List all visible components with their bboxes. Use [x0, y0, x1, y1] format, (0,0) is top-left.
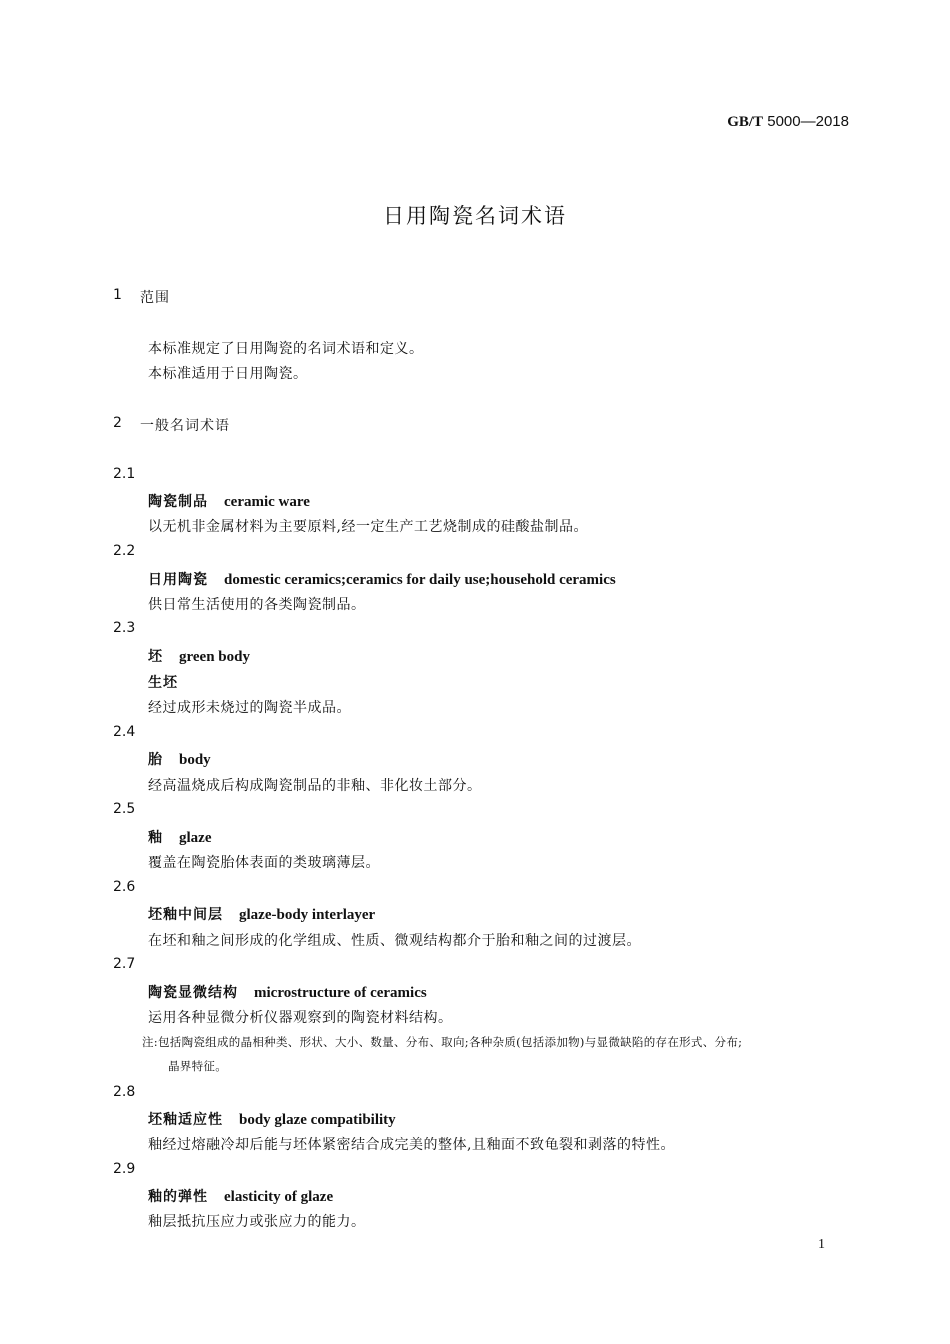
term-definition: 以无机非金属材料为主要原料,经一定生产工艺烧制成的硅酸盐制品。	[148, 519, 588, 535]
standard-number: 5000—2018	[767, 113, 849, 130]
term-heading	[148, 827, 211, 847]
term-definition: 运用各种显微分析仪器观察到的陶瓷材料结构。	[148, 1010, 453, 1026]
term-number: 2.8	[113, 1084, 136, 1100]
section-number: 1	[113, 287, 122, 303]
term-zh: 釉的弹性	[148, 1189, 208, 1205]
term-zh: 陶瓷显微结构	[148, 985, 238, 1001]
term-zh: 胎	[148, 752, 163, 768]
term-heading	[148, 646, 250, 666]
term-number: 2.6	[113, 879, 136, 895]
term-heading	[148, 1109, 396, 1129]
standard-code	[727, 113, 849, 131]
term-heading	[148, 1186, 333, 1206]
term-definition: 经过成形未烧过的陶瓷半成品。	[148, 700, 351, 716]
term-zh: 坯釉适应性	[148, 1112, 223, 1128]
term-en: microstructure of ceramics	[254, 985, 427, 1001]
document-title: 日用陶瓷名词术语	[383, 204, 567, 228]
scope-paragraph: 本标准适用于日用陶瓷。	[148, 366, 308, 382]
term-heading	[148, 569, 616, 589]
term-definition: 供日常生活使用的各类陶瓷制品。	[148, 597, 366, 613]
term-definition: 釉经过熔融冷却后能与坯体紧密结合成完美的整体,且釉面不致龟裂和剥落的特性。	[148, 1137, 675, 1153]
term-number: 2.9	[113, 1161, 136, 1177]
term-definition: 在坯和釉之间形成的化学组成、性质、微观结构都介于胎和釉之间的过渡层。	[148, 933, 641, 949]
term-note: 注:包括陶瓷组成的晶相种类、形状、大小、数量、分布、取向;各种杂质(包括添加物)与显微缺陷的存在形式、分布;	[142, 1035, 743, 1049]
term-note-continued: 晶界特征。	[168, 1059, 227, 1073]
term-number: 2.7	[113, 956, 136, 972]
term-heading	[148, 904, 375, 924]
term-en: glaze-body interlayer	[239, 907, 376, 923]
term-zh: 陶瓷制品	[148, 494, 208, 510]
term-zh: 日用陶瓷	[148, 572, 208, 588]
scope-paragraph: 本标准规定了日用陶瓷的名词术语和定义。	[148, 341, 424, 357]
term-en: glaze	[179, 830, 212, 846]
term-en: body glaze compatibility	[239, 1112, 396, 1128]
term-zh: 坯	[148, 649, 163, 665]
term-synonym: 生坯	[148, 675, 178, 691]
term-number: 2.4	[113, 724, 136, 740]
term-definition: 覆盖在陶瓷胎体表面的类玻璃薄层。	[148, 855, 380, 871]
term-en: domestic ceramics;ceramics for daily use;household ceramics	[224, 572, 616, 588]
term-definition: 釉层抵抗压应力或张应力的能力。	[148, 1214, 366, 1230]
term-zh: 釉	[148, 830, 163, 846]
term-zh: 坯釉中间层	[148, 907, 223, 923]
term-definition: 经高温烧成后构成陶瓷制品的非釉、非化妆土部分。	[148, 778, 482, 794]
term-heading	[148, 491, 310, 511]
section-title-general-terms: 一般名词术语	[140, 418, 230, 434]
term-number: 2.1	[113, 466, 136, 482]
term-number: 2.5	[113, 801, 136, 817]
page-number: 1	[818, 1237, 825, 1252]
term-number: 2.2	[113, 543, 136, 559]
section-number: 2	[113, 415, 122, 431]
term-heading	[148, 749, 211, 769]
term-en: body	[179, 752, 211, 768]
term-en: elasticity of glaze	[224, 1189, 334, 1205]
term-en: ceramic ware	[224, 494, 310, 510]
term-heading	[148, 982, 427, 1002]
term-en: green body	[179, 649, 250, 665]
section-title-scope: 范围	[140, 290, 170, 306]
standard-prefix: GB/T	[727, 114, 764, 130]
term-number: 2.3	[113, 620, 136, 636]
